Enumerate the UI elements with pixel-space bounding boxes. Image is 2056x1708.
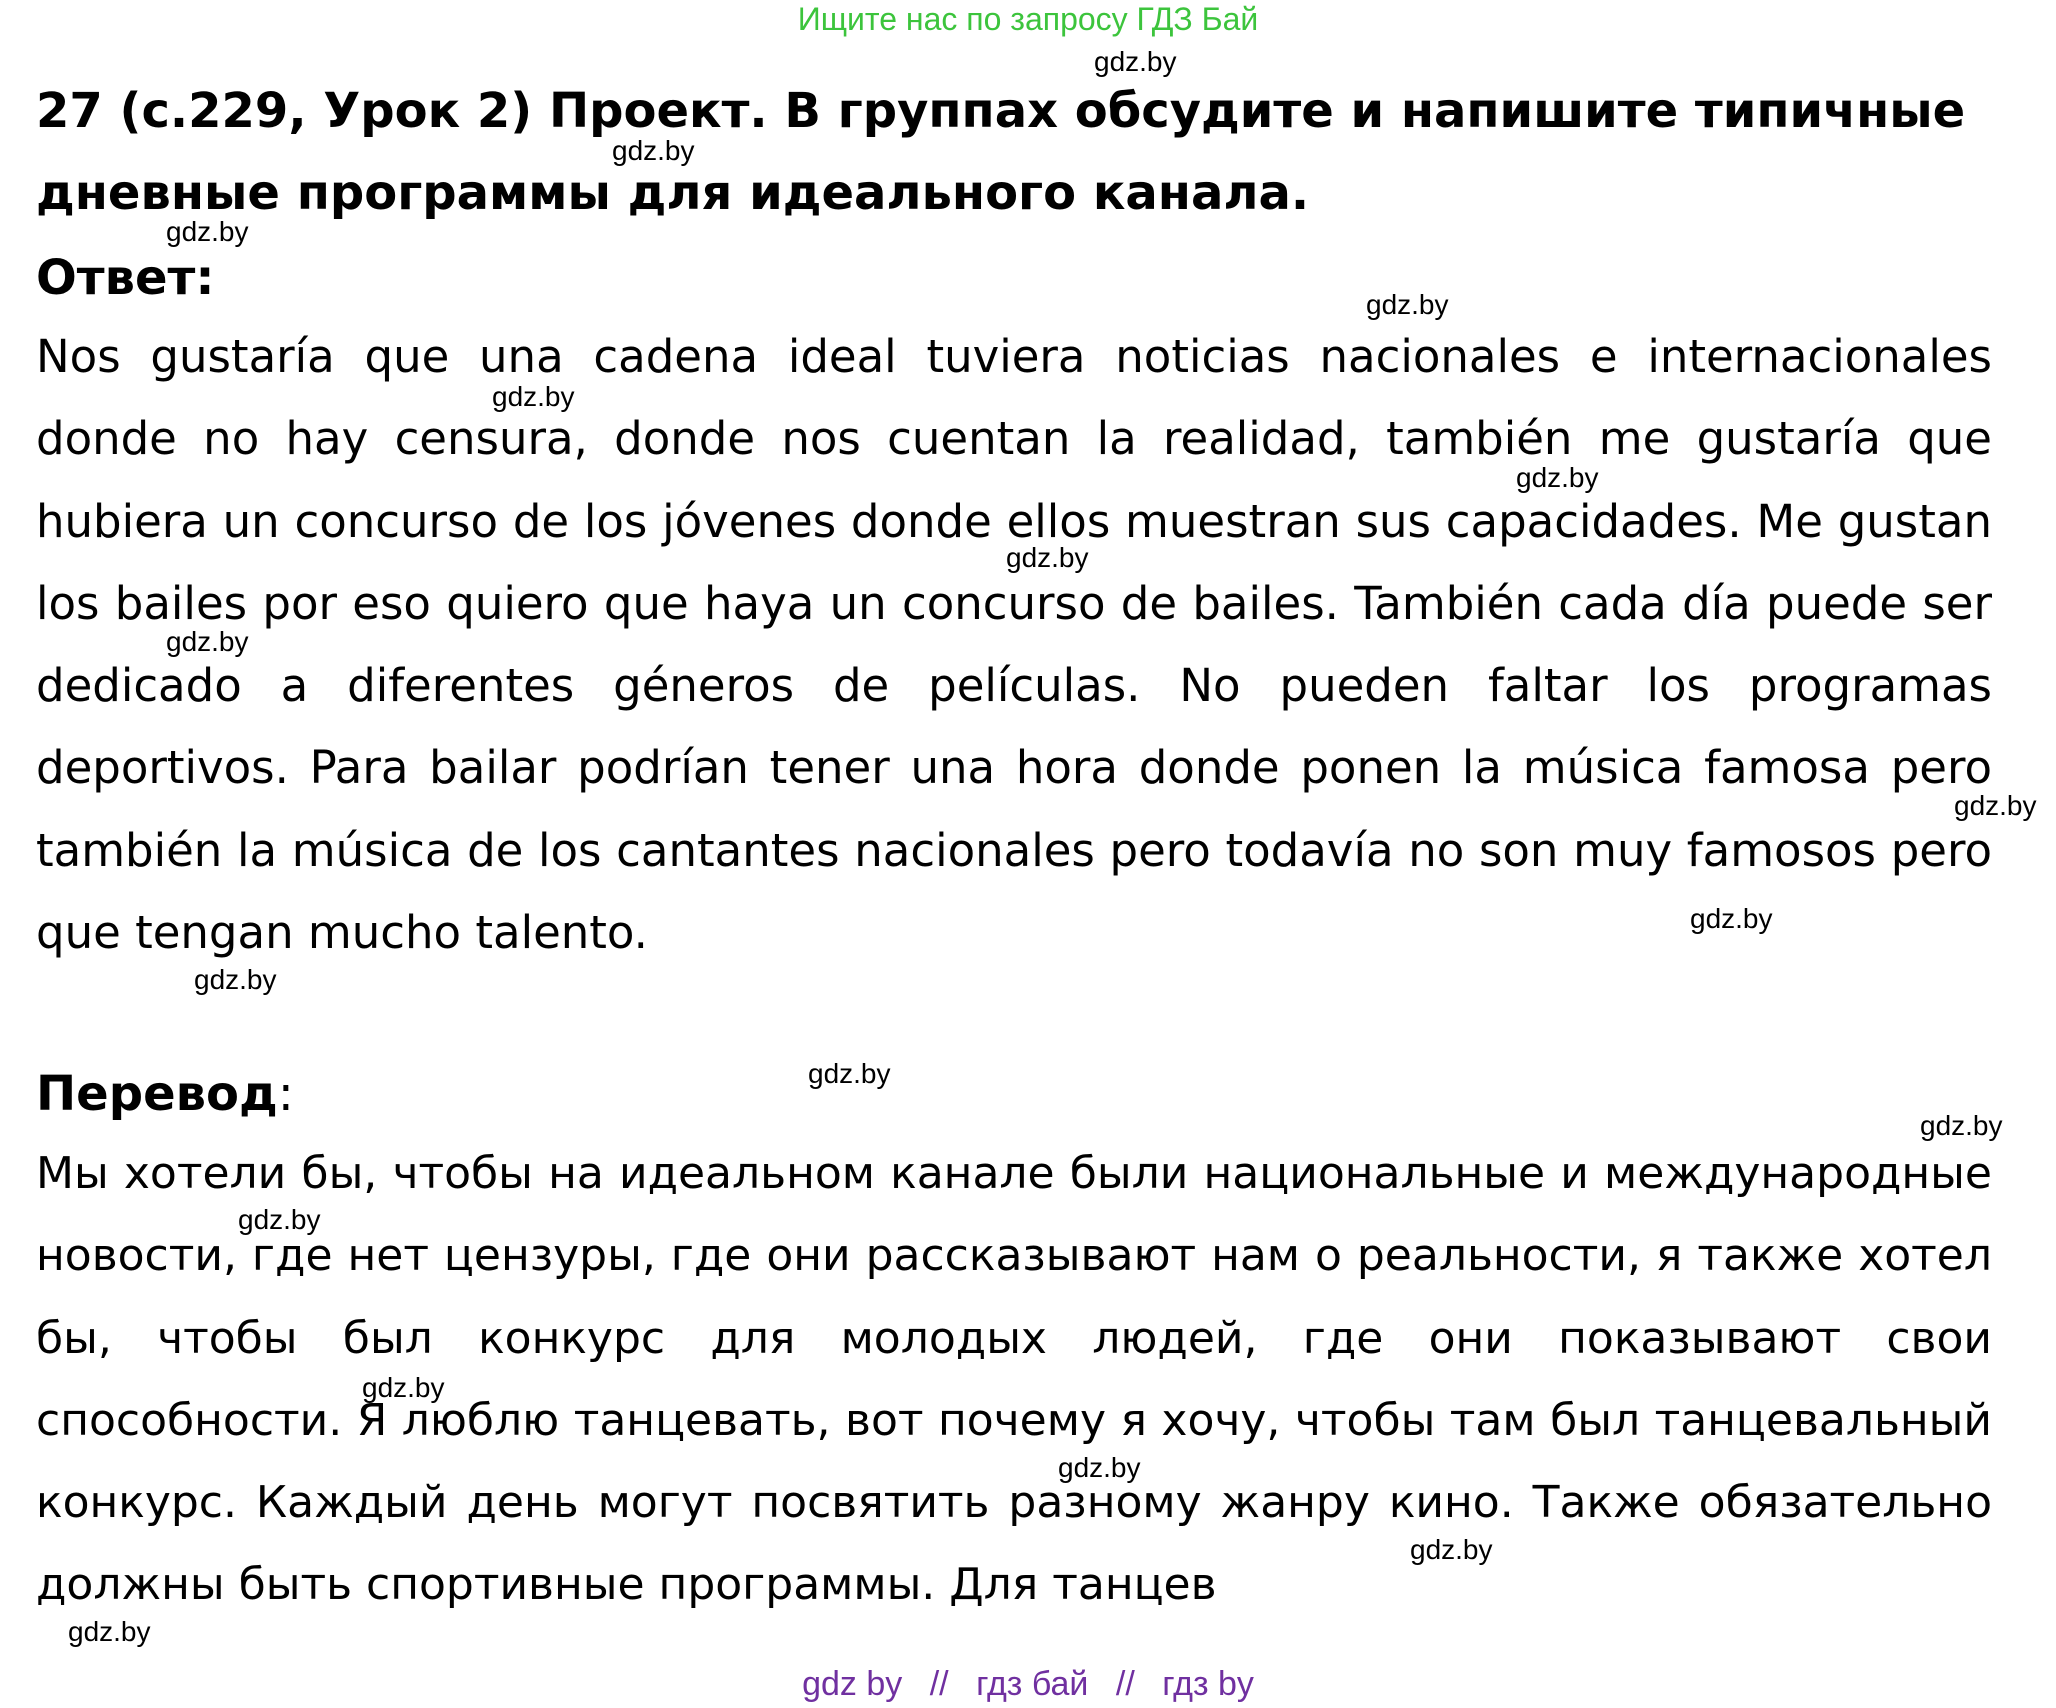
task-heading: 27 (с.229, Урок 2) Проект. В группах обсудите и напишите типичные дневные программы для идеального канала. [36,83,1966,221]
footer-separator: // [1115,1665,1135,1703]
watermark: gdz.by [1954,790,2037,821]
translation-label-text: Перевод [36,1066,278,1122]
footer-link-gdz-by-ru[interactable]: гдз by [1162,1665,1254,1703]
watermark: gdz.by [1410,1534,1493,1565]
footer-links [0,1664,2056,1704]
translation-label [36,1064,294,1124]
watermark: gdz.by [238,1204,321,1235]
answer-label: Ответ: [36,250,215,306]
watermark: gdz.by [166,626,249,657]
watermark: gdz.by [1516,462,1599,493]
watermark: gdz.by [492,381,575,412]
answer-text: Nos gustaría que una cadena ideal tuviera noticias nacionales e internacionales donde no hay censura, donde nos cuentan la realidad, también me gustaría que hubiera un concurso de los jóvenes donde ellos muestran sus capacidades. Me gustan los bailes por eso quiero que haya un concurso de bailes. También cada día puede ser dedicado a diferentes géneros de películas. No pueden faltar los programas deportivos. Para bailar podrían tener una hora donde ponen la música famosa pero también la música de los cantantes nacionales pero todavía no son muy famosos pero que tengan mucho talento. [36,330,1992,960]
footer-separator: // [929,1665,949,1703]
watermark: gdz.by [166,216,249,247]
watermark: gdz.by [194,964,277,995]
watermark: gdz.by [1920,1110,2003,1141]
watermark: gdz.by [1094,46,1177,77]
watermark: gdz.by [68,1616,151,1647]
translation-label-colon: : [277,1066,294,1122]
search-banner: Ищите нас по запросу ГДЗ Бай [797,1,1259,37]
watermark: gdz.by [1690,903,1773,934]
watermark: gdz.by [362,1372,445,1403]
watermark: gdz.by [612,135,695,166]
watermark: gdz.by [808,1058,891,1089]
footer-link-gdz-bai[interactable]: гдз бай [976,1665,1089,1703]
watermark: gdz.by [1366,289,1449,320]
watermark: gdz.by [1058,1452,1141,1483]
translation-text: Мы хотели бы, чтобы на идеальном канале были национальные и международные новости, где нет цензуры, где они рассказывают нам о реальности, я также хотел бы, чтобы был конкурс для молодых людей, где они показывают свои способности. Я люблю танцевать, вот почему я хочу, чтобы там был танцевальный конкурс. Каждый день могут посвятить разному жанру кино. Также обязательно должны быть спортивные программы. Для танцев [36,1148,1992,1611]
watermark: gdz.by [1006,542,1089,573]
footer-link-gdz-by[interactable]: gdz by [802,1665,903,1703]
